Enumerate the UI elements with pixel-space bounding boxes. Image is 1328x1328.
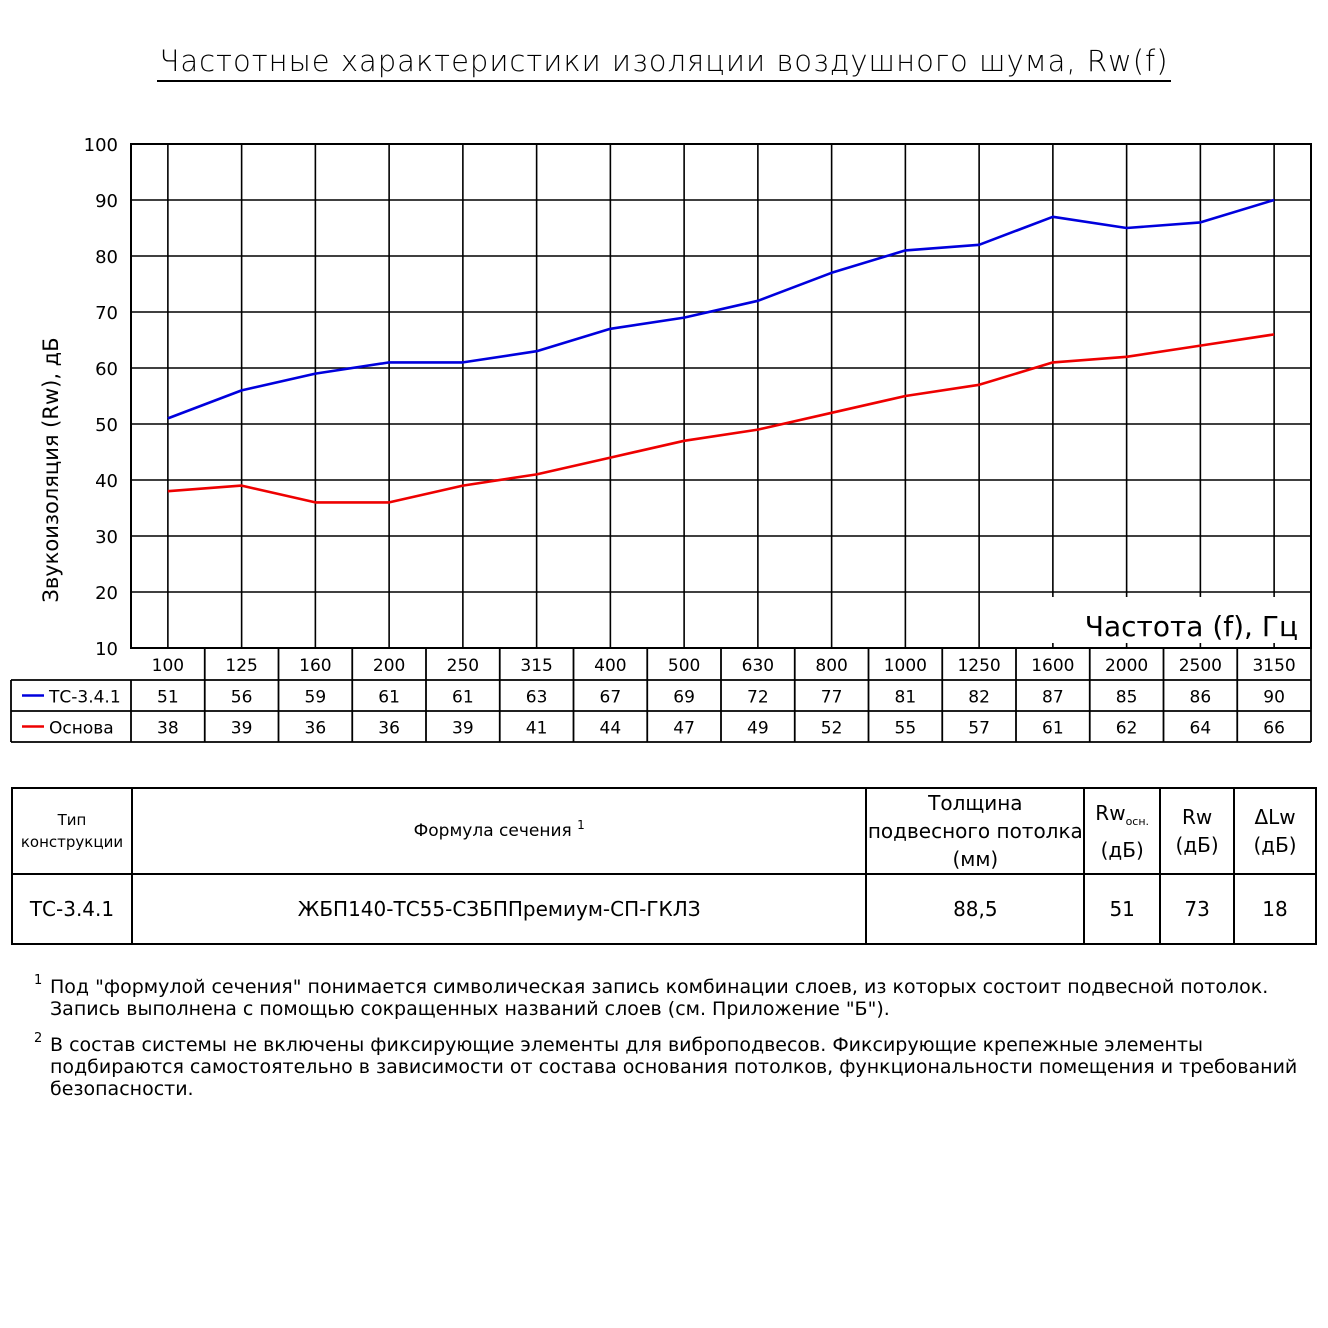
y-tick-label: 30: [95, 527, 118, 548]
legend-label-1: ТС-3.4.1: [49, 687, 121, 708]
table-value: 44: [599, 718, 622, 739]
table-value: 49: [747, 718, 769, 739]
table-value: 38: [157, 718, 179, 739]
frequency-label: 1000: [883, 656, 928, 676]
x-axis-label: Частота (f), Гц: [1084, 610, 1298, 643]
series-line-1: [168, 200, 1274, 418]
y-tick-label: 80: [95, 247, 118, 268]
data-table-values: [22, 656, 1296, 739]
table-value: 36: [304, 718, 327, 739]
table-value: 72: [747, 687, 769, 708]
y-tick-label: 20: [95, 583, 118, 604]
chart-title: Частотные характеристики изоляции воздушного шума, Rw(f): [0, 44, 1328, 78]
footnote-2: 2 В состав системы не включены фиксирующие элементы для виброподвесов. Фиксирующие крепежные элементы подбираются самостоятельно в зависимости от состава основания потолков, функциональности помещения и требований безопасности.: [34, 1031, 1298, 1100]
table-value: 86: [1189, 687, 1212, 708]
table-value: 90: [1263, 687, 1285, 708]
table-value: 39: [230, 718, 253, 739]
series-line-2: [168, 334, 1274, 502]
y-tick-label: 60: [95, 359, 118, 380]
cell-delta-lw: 18: [1234, 874, 1316, 944]
construction-spec-table: [11, 787, 1317, 945]
cell-type: ТС-3.4.1: [12, 874, 132, 944]
header-delta-lw: ΔLw (дБ): [1234, 788, 1316, 874]
y-axis-label: Звукоизоляция (Rw), дБ: [39, 337, 63, 603]
table-value: 61: [452, 687, 474, 708]
table-value: 57: [968, 718, 990, 739]
frequency-label: 1600: [1031, 656, 1075, 676]
frequency-label: 630: [741, 656, 775, 676]
table-value: 69: [673, 687, 695, 708]
table-value: 62: [1115, 718, 1138, 739]
frequency-label: 400: [594, 656, 627, 676]
frequency-label: 1250: [957, 656, 1001, 676]
table-value: 77: [820, 687, 843, 708]
table-value: 85: [1115, 687, 1138, 708]
y-tick-label: 70: [95, 303, 118, 324]
legend-label-2: Основа: [49, 718, 114, 739]
table-value: 55: [894, 718, 917, 739]
y-tick-label: 100: [83, 135, 118, 156]
table-value: 47: [673, 718, 695, 739]
table-value: 66: [1263, 718, 1285, 739]
cell-formula: ЖБП140-ТС55-СЗБППремиум-СП-ГКЛЗ: [132, 874, 867, 944]
table-value: 51: [157, 687, 179, 708]
y-axis-ticks: [84, 135, 118, 660]
header-formula: Формула сечения $^1$: [132, 788, 867, 874]
chart-grid: [131, 144, 1311, 648]
frequency-label: 125: [225, 656, 258, 676]
table-value: 56: [230, 687, 253, 708]
frequency-label: 200: [372, 656, 406, 676]
cell-rw: 73: [1160, 874, 1234, 944]
header-rw: Rw (дБ): [1160, 788, 1234, 874]
table-value: 63: [525, 687, 548, 708]
frequency-label: 100: [151, 656, 185, 676]
table-value: 82: [968, 687, 990, 708]
y-tick-label: 50: [95, 415, 118, 436]
table-value: 36: [378, 718, 400, 739]
cell-rw-base: 51: [1084, 874, 1160, 944]
frequency-label: 2000: [1104, 656, 1149, 676]
header-thickness: Толщина подвесного потолка (мм): [866, 788, 1084, 874]
footnotes: [34, 973, 1304, 1114]
y-tick-label: 10: [95, 639, 118, 660]
table-value: 67: [599, 687, 622, 708]
table-value: 52: [820, 718, 843, 739]
plot-frame: [131, 144, 1311, 648]
y-tick-label: 90: [95, 191, 118, 212]
frequency-label: 2500: [1178, 656, 1223, 676]
table-value: 39: [452, 718, 474, 739]
header-rw-base: $Rw_{осн.}$ (дБ): [1084, 788, 1160, 874]
table-value: 64: [1189, 718, 1212, 739]
footnote-1: 1 Под "формулой сечения" понимается символическая запись комбинации слоев, из которых состоит подвесной потолок. Запись выполнена с помощью сокращенных названий слоев (см. Приложение "Б").: [34, 973, 1269, 1020]
table-value: 61: [1042, 718, 1064, 739]
table-value: 87: [1042, 687, 1064, 708]
frequency-label: 160: [299, 656, 332, 676]
frequency-label: 315: [520, 656, 553, 676]
frequency-label: 3150: [1252, 656, 1296, 676]
table-value: 81: [894, 687, 917, 708]
frequency-label: 500: [667, 656, 701, 676]
cell-thickness: 88,5: [866, 874, 1084, 944]
frequency-label: 800: [815, 656, 848, 676]
spec-header-row: [12, 788, 1316, 874]
frequency-label: 250: [446, 656, 480, 676]
series-lines: [168, 200, 1274, 503]
table-value: 61: [378, 687, 400, 708]
spec-data-row: [12, 874, 1316, 944]
table-value: 59: [304, 687, 327, 708]
header-type: Тип конструкции: [12, 788, 132, 874]
table-value: 41: [525, 718, 548, 739]
y-tick-label: 40: [95, 471, 118, 492]
